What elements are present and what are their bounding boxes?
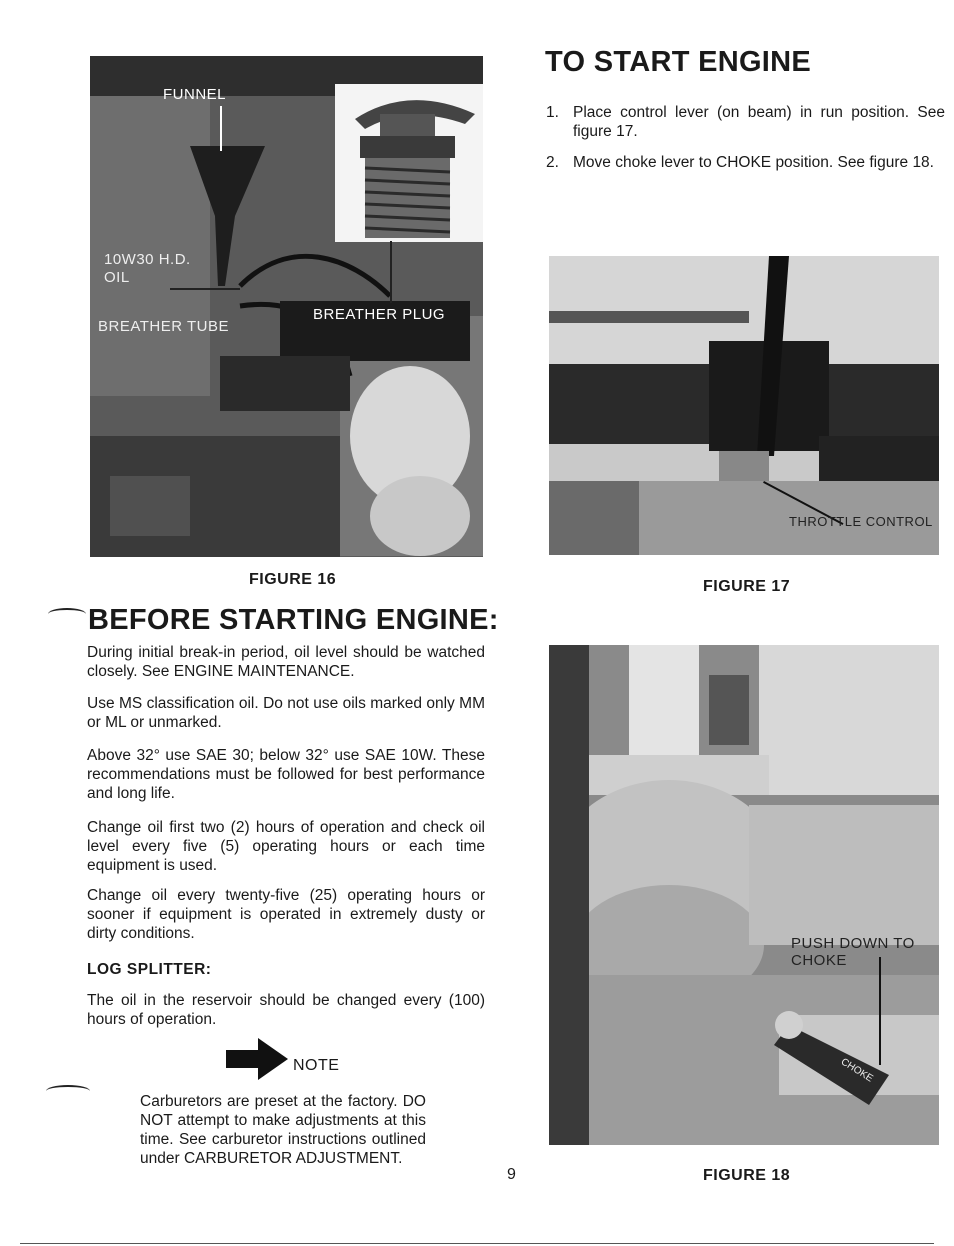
paragraph-oil-classification: Use MS classification oil. Do not use oils marked only MM or ML or unmarked.: [87, 695, 485, 731]
figure-16-caption: FIGURE 16: [249, 571, 337, 588]
note-text: Carburetors are preset at the factory. DO NOT attempt to make adjustments at this time. See carburetor instructions outlined under CARBURETOR ADJUSTMENT.: [140, 1093, 426, 1167]
paragraph-change-oil-first: Change oil first two (2) hours of operation and check oil level every five (5) operating hours or each time equipment is used.: [87, 819, 485, 874]
figure-17-photo: [549, 256, 939, 555]
note-arrow-icon: [226, 1038, 288, 1080]
paragraph-sae: Above 32° use SAE 30; below 32° use SAE 10W. These recommendations must be followed for best performance and long life.: [87, 747, 485, 802]
label-throttle-control: THROTTLE CONTROL: [789, 514, 933, 529]
label-push-down-to-choke: PUSH DOWN TO CHOKE: [791, 935, 915, 969]
oil-pointer: [170, 288, 240, 290]
step-2-number: 2.: [546, 154, 559, 171]
step-1: [546, 103, 945, 143]
margin-mark-2: [46, 1085, 90, 1097]
step-1-text: Place control lever (on beam) in run position. See figure 17.: [573, 104, 945, 140]
figure-16-photo: [90, 56, 483, 557]
note-label: NOTE: [293, 1057, 340, 1074]
bottom-rule: [20, 1243, 934, 1244]
before-starting-heading: BEFORE STARTING ENGINE:: [88, 604, 499, 636]
log-splitter-heading: LOG SPLITTER:: [87, 961, 212, 978]
margin-mark: [48, 608, 86, 620]
step-2-text: Move choke lever to CHOKE position. See figure 18.: [573, 154, 934, 171]
label-funnel: FUNNEL: [163, 86, 227, 103]
breather-plug-pointer: [390, 241, 392, 303]
label-oil: 10W30 H.D. OIL: [104, 251, 191, 286]
figure-18-caption: FIGURE 18: [703, 1167, 791, 1184]
page-number: 9: [507, 1166, 516, 1183]
to-start-engine-heading: TO START ENGINE: [545, 46, 812, 78]
label-breather-plug: BREATHER PLUG: [313, 306, 446, 323]
paragraph-break-in: During initial break-in period, oil level should be watched closely. See ENGINE MAINTENANCE.: [87, 644, 485, 680]
step-1-number: 1.: [546, 104, 559, 121]
figure-18-photo: [549, 645, 939, 1145]
log-splitter-text: The oil in the reservoir should be changed every (100) hours of operation.: [87, 992, 485, 1028]
choke-pointer: [879, 957, 881, 1065]
funnel-pointer: [220, 106, 222, 151]
step-2: [546, 153, 945, 193]
breather-plug-inset: [335, 84, 483, 242]
paragraph-change-oil-every: Change oil every twenty-five (25) operating hours or sooner if equipment is operated in extremely dusty or dirty conditions.: [87, 887, 485, 942]
label-breather-tube: BREATHER TUBE: [98, 318, 229, 335]
figure-17-caption: FIGURE 17: [703, 578, 791, 595]
choke-lever-text: CHOKE: [838, 1056, 875, 1085]
